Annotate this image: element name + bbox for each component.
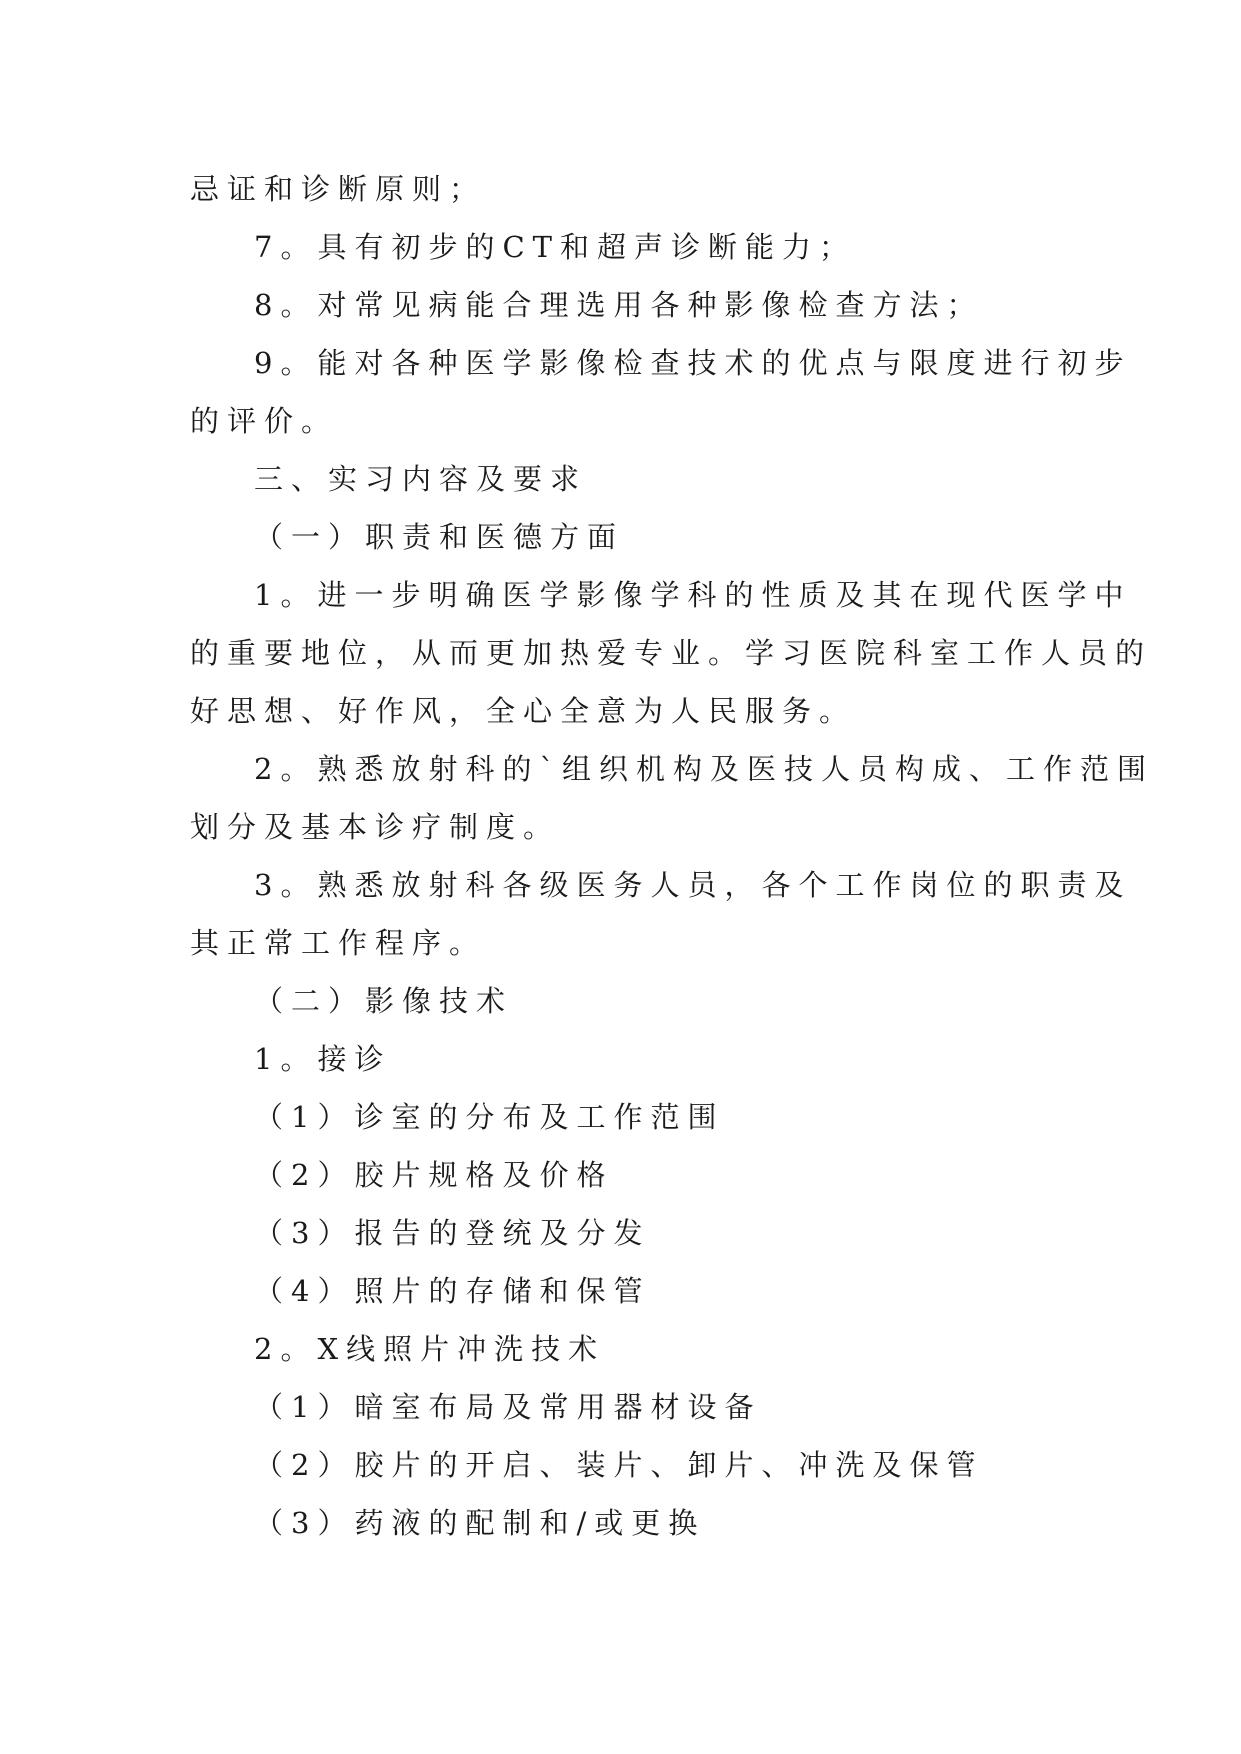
sub-list-item: （1）暗室布局及常用器材设备 — [254, 1390, 762, 1424]
list-item: 8。对常见病能合理选用各种影像检查方法； — [254, 288, 984, 322]
text-line: 好思想、好作风，全心全意为人民服务。 — [190, 694, 857, 728]
subsection-heading: （二）影像技术 — [254, 984, 514, 1018]
text-line: 其正常工作程序。 — [190, 926, 487, 960]
text-line: 忌证和诊断原则； — [190, 172, 487, 206]
document-body — [190, 160, 1154, 1552]
sub-list-item: （3）药液的配制和/或更换 — [254, 1506, 706, 1540]
sub-list-item: （3）报告的登统及分发 — [254, 1216, 651, 1250]
list-item: 7。具有初步的CT和超声诊断能力； — [254, 230, 856, 264]
text-line: 的评价。 — [190, 404, 339, 438]
list-item: 1。进一步明确医学影像学科的性质及其在现代医学中 — [254, 578, 1132, 612]
list-item: 2。熟悉放射科的`组织机构及医技人员构成、工作范围 — [254, 752, 1154, 786]
sub-list-item: （2）胶片的开启、装片、卸片、冲洗及保管 — [254, 1448, 984, 1482]
list-item: 1。接诊 — [254, 1042, 392, 1076]
list-item: 9。能对各种医学影像检查技术的优点与限度进行初步 — [254, 346, 1132, 380]
sub-list-item: （1）诊室的分布及工作范围 — [254, 1100, 725, 1134]
section-heading: 三、实习内容及要求 — [254, 462, 588, 496]
text-line: 的重要地位，从而更加热爱专业。学习医院科室工作人员的 — [190, 636, 1153, 670]
list-item: 3。熟悉放射科各级医务人员，各个工作岗位的职责及 — [254, 868, 1132, 902]
list-item: 2。X线照片冲洗技术 — [254, 1332, 606, 1366]
sub-list-item: （2）胶片规格及价格 — [254, 1158, 614, 1192]
subsection-heading: （一）职责和医德方面 — [254, 520, 625, 554]
sub-list-item: （4）照片的存储和保管 — [254, 1274, 651, 1308]
text-line: 划分及基本诊疗制度。 — [190, 810, 561, 844]
